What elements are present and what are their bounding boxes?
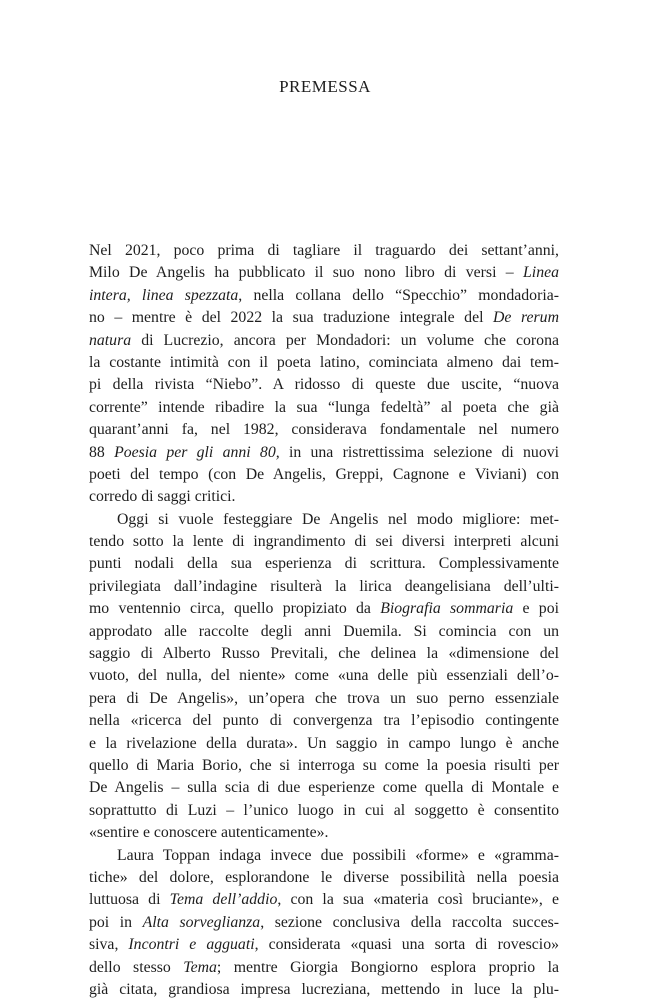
text-line xyxy=(89,889,559,911)
italic-title: intera, linea spezzata xyxy=(89,286,239,304)
text-run: pera di De Angelis», un’opera che trova un suo perno essenziale xyxy=(89,689,559,707)
text-line xyxy=(89,755,559,777)
text-run: vuoto, del nulla, del niente» come «una delle più essenziali dell’o- xyxy=(89,667,559,685)
text-run: Oggi si vuole festeggiare De Angelis nel modo migliore: met- xyxy=(117,510,559,528)
text-line xyxy=(89,553,559,575)
text-line xyxy=(89,397,559,419)
text-line xyxy=(89,330,559,352)
text-line xyxy=(89,285,559,307)
text-line xyxy=(89,464,559,486)
text-line xyxy=(89,912,559,934)
text-run: nella «ricerca del punto di convergenza tra l’episodio contingente xyxy=(89,712,559,730)
italic-title: Tema dell’addio xyxy=(169,891,278,909)
text-run: e poi xyxy=(513,600,559,618)
text-run: quello di Maria Borio, che si interroga su come la poesia risulti per xyxy=(89,756,559,774)
text-line xyxy=(89,979,559,1001)
italic-title: Poesia per gli anni 80, xyxy=(114,443,280,461)
body-text xyxy=(89,240,559,1001)
text-run: soprattutto di Luzi – l’unico luogo in cui al soggetto è consentito xyxy=(89,801,559,819)
text-run: mo ventennio circa, quello propiziato da xyxy=(89,600,381,618)
text-line xyxy=(89,307,559,329)
italic-title: natura xyxy=(89,331,132,349)
text-run: saggio di Alberto Russo Previtali, che delinea la «dimensione del xyxy=(89,645,559,663)
text-line xyxy=(89,419,559,441)
text-run: pi della rivista “Niebo”. A ridosso di queste due uscite, “nuova xyxy=(89,376,559,394)
text-run: poi in xyxy=(89,913,143,931)
text-line xyxy=(89,957,559,979)
text-line xyxy=(89,710,559,732)
text-run: punti nodali della sua esperienza di scrittura. Complessivamente xyxy=(89,555,559,573)
text-run: di Lucrezio, ancora per Mondadori: un volume che corona xyxy=(131,331,559,349)
text-run: no – mentre è del 2022 la sua traduzione integrale del xyxy=(89,309,493,327)
text-run: 88 xyxy=(89,443,115,461)
text-line xyxy=(89,688,559,710)
text-line xyxy=(89,576,559,598)
text-line xyxy=(89,800,559,822)
text-run: corredo di saggi critici. xyxy=(89,488,236,506)
text-run: , nella collana dello “Specchio” mondadoria- xyxy=(238,286,559,304)
text-line xyxy=(89,509,559,531)
text-run: e la rivelazione della durata». Un saggio in campo lungo è anche xyxy=(89,734,559,752)
text-run: «sentire e conoscere autenticamente». xyxy=(89,824,329,842)
text-run: Laura Toppan indaga invece due possibili «forme» e «gramma- xyxy=(117,846,559,864)
italic-title: Tema xyxy=(183,958,217,976)
text-line xyxy=(89,733,559,755)
text-run: tiche» del dolore, esplorandone le diverse possibilità nella poesia xyxy=(89,868,559,886)
text-line xyxy=(89,486,559,508)
text-run: la costante intimità con il poeta latino, cominciata almeno dai tem- xyxy=(89,353,559,371)
text-run: dello stesso xyxy=(89,958,184,976)
text-line xyxy=(89,598,559,620)
text-line xyxy=(89,934,559,956)
text-run: , considerata «quasi una sorta di rovescio» xyxy=(254,936,559,954)
text-run: tendo sotto la lente di ingrandimento di sei diversi interpreti alcuni xyxy=(89,533,559,551)
italic-title: Alta sorveglianza xyxy=(142,913,261,931)
text-line xyxy=(89,262,559,284)
text-line xyxy=(89,374,559,396)
text-line xyxy=(89,531,559,553)
text-line xyxy=(89,867,559,889)
text-run: Milo De Angelis ha pubblicato il suo nono libro di versi – xyxy=(89,264,524,282)
text-run: approdato alle raccolte degli anni Duemila. Si comincia con un xyxy=(89,622,559,640)
text-run: poeti del tempo (con De Angelis, Greppi, Cagnone e Viviani) con xyxy=(89,465,559,483)
text-run: Nel 2021, poco prima di tagliare il traguardo dei settant’anni, xyxy=(89,242,559,259)
text-run: De Angelis – sulla scia di due esperienze come quella di Montale e xyxy=(89,779,559,797)
text-line xyxy=(89,777,559,799)
italic-title: Biografia sommaria xyxy=(380,600,514,618)
text-run: già citata, grandiosa impresa lucreziana, mettendo in luce la plu- xyxy=(89,980,559,998)
text-line xyxy=(89,621,559,643)
text-run: quarant’anni fa, nel 1982, considerava fondamentale nel numero xyxy=(89,421,559,439)
text-line xyxy=(89,643,559,665)
text-run: siva, xyxy=(89,936,129,954)
italic-title: De rerum xyxy=(493,309,559,327)
text-line xyxy=(89,665,559,687)
text-line xyxy=(89,240,559,262)
italic-title: Incontri e agguati xyxy=(128,936,255,954)
text-line xyxy=(89,845,559,867)
text-run: , con la sua «materia così bruciante», e xyxy=(277,891,559,909)
text-run: ; mentre Giorgia Bongiorno esplora proprio la xyxy=(216,958,559,976)
text-line xyxy=(89,442,559,464)
text-run: , sezione conclusiva della raccolta succes- xyxy=(260,913,559,931)
text-line xyxy=(89,352,559,374)
page-title: PREMESSA xyxy=(279,77,371,96)
text-run: luttuosa di xyxy=(89,891,170,909)
text-run: privilegiata dall’indagine risulterà la lirica deangelisiana dell’ulti- xyxy=(89,577,559,595)
text-run: in una ristrettissima selezione di nuovi xyxy=(279,443,559,461)
text-line xyxy=(89,822,559,844)
text-run: corrente” intende ribadire la sua “lunga fedeltà” al poeta che già xyxy=(89,398,559,416)
italic-title: Linea xyxy=(523,264,559,282)
